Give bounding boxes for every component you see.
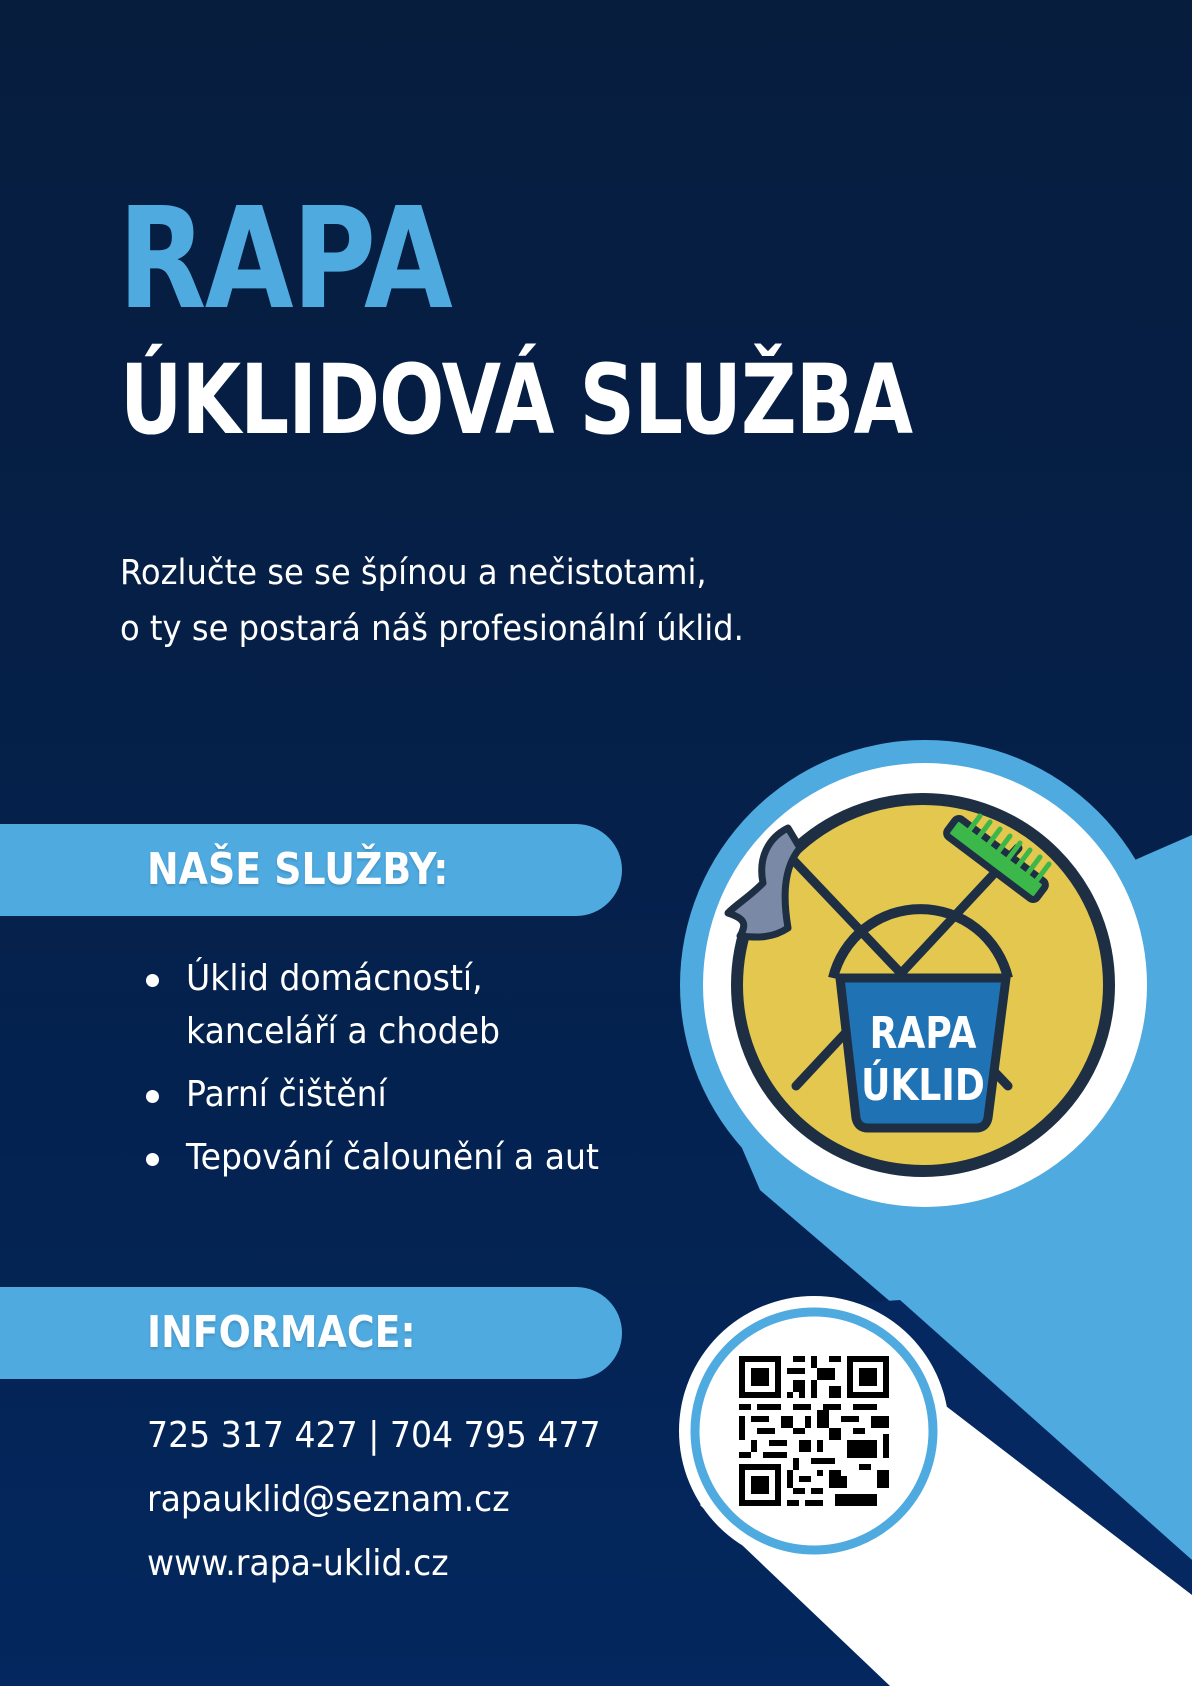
- services-heading-banner: [0, 824, 622, 916]
- bullet-icon: [146, 1090, 159, 1103]
- list-item: Tepování čalounění a aut: [140, 1131, 635, 1184]
- website-link[interactable]: www.rapa-uklid.cz: [147, 1543, 449, 1584]
- logo-text-line1: RAPA: [869, 1008, 977, 1059]
- email-link[interactable]: rapauklid@seznam.cz: [147, 1479, 510, 1520]
- company-logo: [718, 788, 1128, 1198]
- bullet-icon: [146, 1153, 159, 1166]
- info-heading: INFORMACE:: [147, 1307, 416, 1358]
- page-title: ÚKLIDOVÁ SLUŽBA: [120, 344, 913, 456]
- info-heading-banner: [0, 1287, 622, 1379]
- qr-code-icon[interactable]: [739, 1356, 889, 1506]
- tagline-line: o ty se postará náš profesionální úklid.: [120, 609, 744, 649]
- bullet-icon: [146, 974, 159, 987]
- tagline-line: Rozlučte se se špínou a nečistotami,: [120, 553, 707, 593]
- brand-name: RAPA: [118, 178, 452, 341]
- services-list: [140, 952, 635, 1194]
- phone-numbers: 725 317 427 | 704 795 477: [147, 1415, 601, 1456]
- tagline: [120, 545, 744, 657]
- list-item: Parní čištění: [140, 1068, 635, 1121]
- logo-text-line2: ÚKLID: [861, 1060, 985, 1111]
- services-heading: NAŠE SLUŽBY:: [147, 844, 449, 895]
- list-item: Úklid domácností, kanceláří a chodeb: [140, 952, 635, 1058]
